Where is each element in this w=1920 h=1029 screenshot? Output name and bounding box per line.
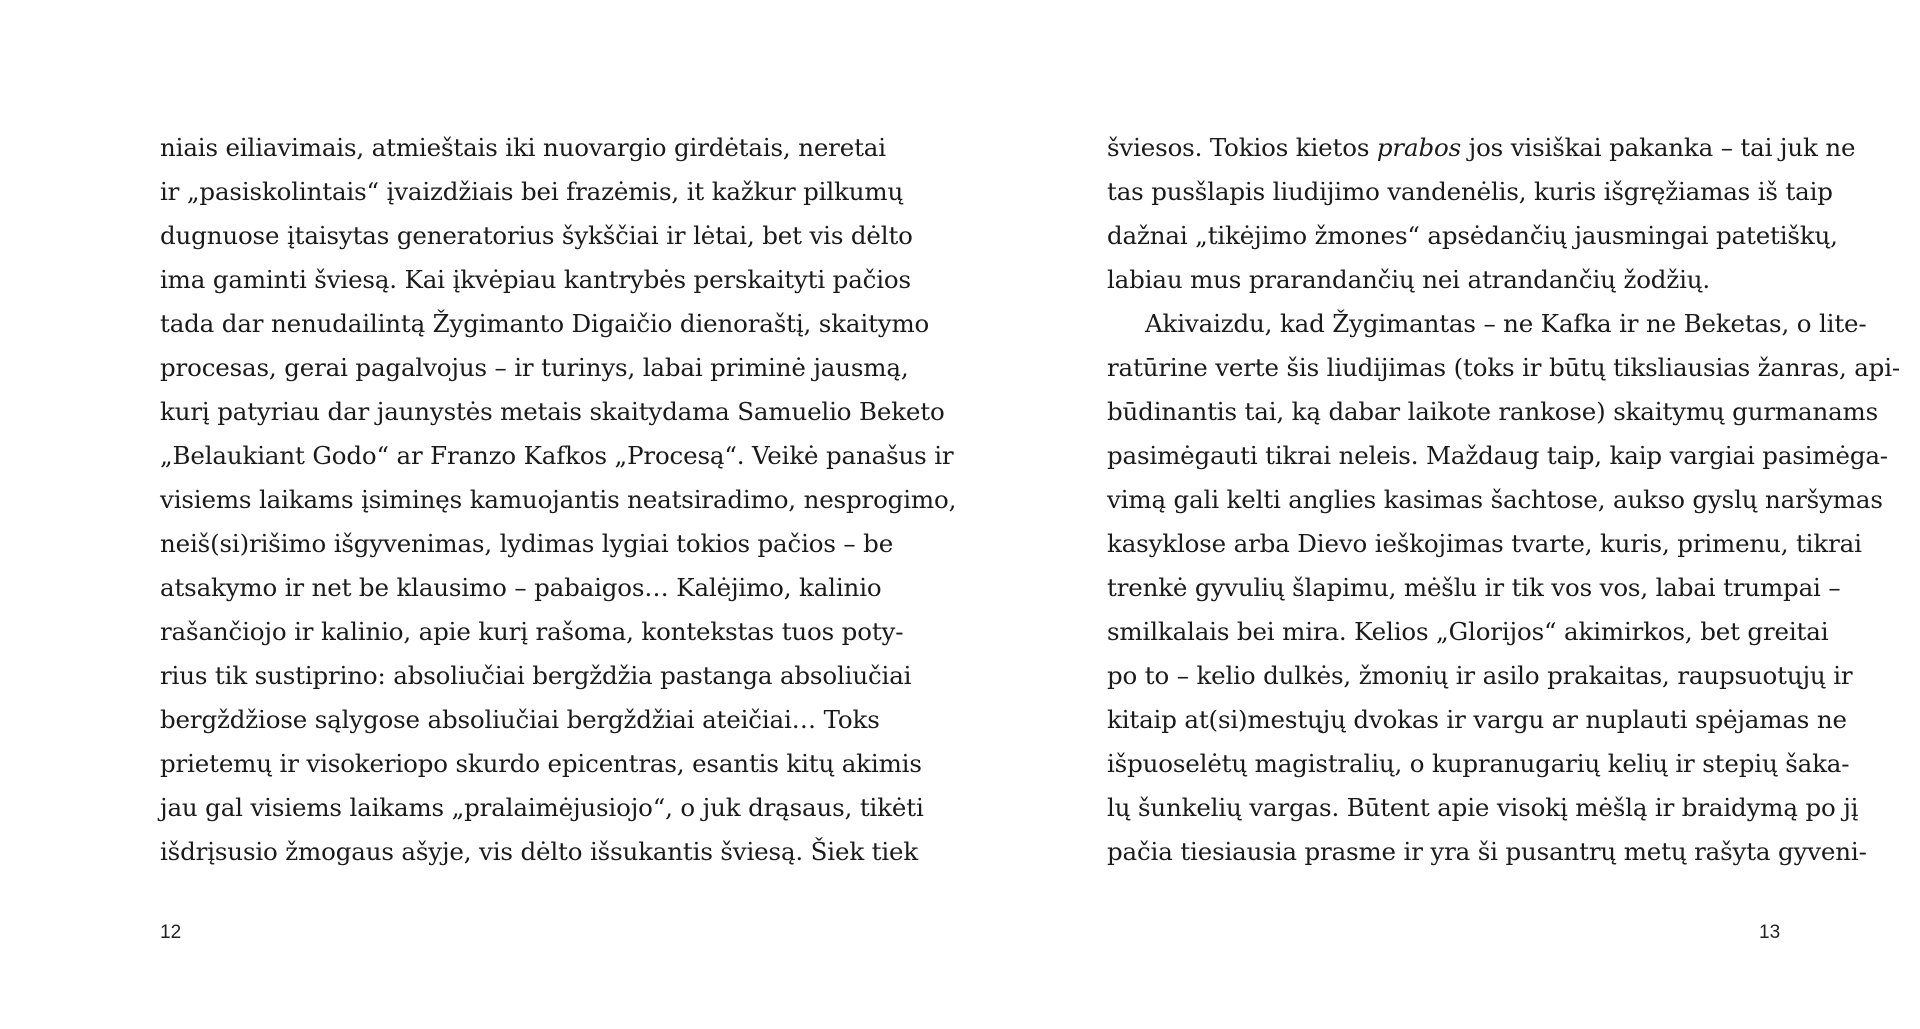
page-number-left: 12 — [160, 922, 182, 943]
text-line: trenkė gyvulių šlapimu, mėšlu ir tik vos vos, labai trumpai – — [1107, 573, 1841, 602]
text-line: bergždžiose sąlygose absoliučiai bergždžiai ateičiai… Toks — [160, 705, 880, 734]
text-line: kasyklose arba Dievo ieškojimas tvarte, kuris, primenu, tikrai — [1107, 529, 1862, 558]
text-line: rius tik sustiprino: absoliučiai bergždžia pastanga absoliučiai — [160, 661, 912, 690]
text-line: išpuoselėtų magistralių, o kupranugarių kelių ir stepių šaka- — [1107, 749, 1850, 778]
text-line: jau gal visiems laikams „pralaimėjusiojo“, o juk drąsaus, tikėti — [160, 793, 924, 822]
text-line: ima gaminti šviesą. Kai įkvėpiau kantrybės perskaityti pačios — [160, 265, 911, 294]
text-line: po to – kelio dulkės, žmonių ir asilo prakaitas, raupsuotųjų ir — [1107, 661, 1853, 690]
text-line: pačia tiesiausia prasme ir yra ši pusantrų metų rašyta gyveni- — [1107, 837, 1867, 866]
text-line: būdinantis tai, ką dabar laikote rankose) skaitymų gurmanams — [1107, 397, 1879, 426]
text-line: niais eiliavimais, atmieštais iki nuovargio girdėtais, neretai — [160, 133, 886, 162]
text-line: visiems laikams įsiminęs kamuojantis neatsiradimo, nesprogimo, — [160, 485, 957, 514]
text-line: pasimėgauti tikrai neleis. Maždaug taip, kaip vargiai pasimėga- — [1107, 441, 1888, 470]
text-line: lų šunkelių vargas. Būtent apie visokį mėšlą ir braidymą po jį — [1107, 793, 1859, 822]
text-line: ir „pasiskolintais“ įvaizdžiais bei frazėmis, it kažkur pilkumų — [160, 177, 904, 206]
text-run: šviesos. Tokios kietos — [1107, 133, 1377, 162]
text-line: išdrįsusio žmogaus ašyje, vis dėlto išsukantis šviesą. Šiek tiek — [160, 837, 919, 866]
text-line — [1107, 126, 1856, 170]
text-line-paragraph-start: Akivaizdu, kad Žygimantas – ne Kafka ir ne Beketas, o lite- — [1145, 309, 1867, 338]
text-line: dažnai „tikėjimo žmones“ apsėdančių jausmingai patetiškų, — [1107, 221, 1838, 250]
text-line: procesas, gerai pagalvojus – ir turinys, labai priminė jausmą, — [160, 353, 909, 382]
text-line: tas pusšlapis liudijimo vandenėlis, kuris išgręžiamas iš taip — [1107, 177, 1833, 206]
text-line: rašančiojo ir kalinio, apie kurį rašoma, kontekstas tuos poty- — [160, 617, 904, 646]
text-line-paragraph-end: labiau mus prarandančių nei atrandančių žodžių. — [1107, 265, 1711, 294]
text-line: kurį patyriau dar jaunystės metais skaitydama Samuelio Beketo — [160, 397, 945, 426]
text-line: ratūrine verte šis liudijimas (toks ir būtų tiksliausias žanras, api- — [1107, 353, 1901, 382]
text-line: tada dar nenudailintą Žygimanto Digaičio dienoraštį, skaitymo — [160, 309, 930, 338]
text-line: smilkalais bei mira. Kelios „Glorijos“ akimirkos, bet greitai — [1107, 617, 1829, 646]
text-line: dugnuose įtaisytas generatorius šykščiai ir lėtai, bet vis dėlto — [160, 221, 913, 250]
text-line: neiš(si)rišimo išgyvenimas, lydimas lygiai tokios pačios – be — [160, 529, 894, 558]
italic-word: prabos — [1376, 133, 1461, 162]
text-run: jos visiškai pakanka – tai juk ne — [1461, 133, 1856, 162]
page-number-right: 13 — [1759, 922, 1781, 943]
text-line: prietemų ir visokeriopo skurdo epicentras, esantis kitų akimis — [160, 749, 922, 778]
text-line: vimą gali kelti anglies kasimas šachtose, aukso gyslų naršymas — [1107, 485, 1883, 514]
text-line: „Belaukiant Godo“ ar Franzo Kafkos „Procesą“. Veikė panašus ir — [160, 441, 954, 470]
text-line: kitaip at(si)mestųjų dvokas ir vargu ar nuplauti spėjamas ne — [1107, 705, 1847, 734]
text-line: atsakymo ir net be klausimo – pabaigos… Kalėjimo, kalinio — [160, 573, 882, 602]
